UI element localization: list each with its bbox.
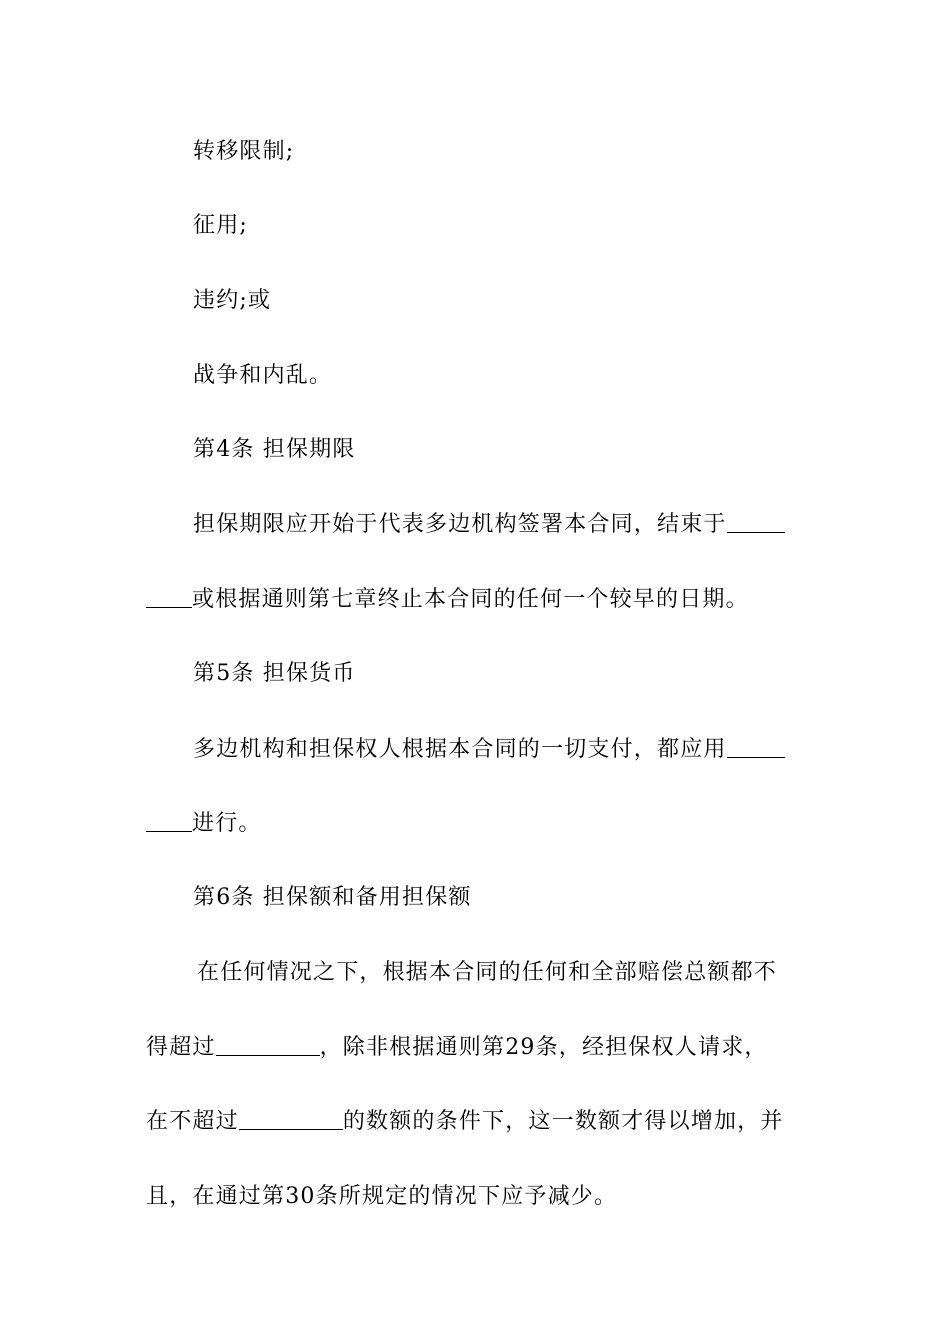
article-5-heading [0,654,950,694]
list-item-expropriation [0,206,950,246]
heading-text: 第4条 担保期限 [193,437,356,462]
line-text: 且，在通过第30条所规定的情况下应予减少。 [146,1184,618,1209]
line-text: 或根据通则第七章终止本合同的任何一个较早的日期。 [192,587,749,612]
article-4-paragraph-line-2 [0,580,950,620]
article-5-paragraph-line-2 [0,804,950,844]
line-text: 进行。 [192,811,262,836]
article-5-paragraph-line-1 [0,730,950,770]
line-text: 违约;或 [193,288,272,313]
fill-in-blank[interactable] [146,805,192,832]
fill-in-blank[interactable] [727,506,785,533]
fill-in-blank[interactable] [216,1029,320,1056]
article-6-paragraph-line-2 [0,1028,950,1068]
heading-text: 第5条 担保货币 [193,661,356,686]
line-text: 在不超过 [146,1109,239,1134]
fill-in-blank[interactable] [146,581,192,608]
line-text: 担保期限应开始于代表多边机构签署本合同，结束于 [193,512,727,537]
list-item-war [0,356,950,396]
line-text: 战争和内乱。 [193,363,333,388]
article-4-heading [0,430,950,470]
line-text: 的数额的条件下，这一数额才得以增加，并 [342,1109,784,1134]
line-text: 征用; [193,213,249,238]
list-item-transfer-restriction [0,132,950,172]
article-6-paragraph-line-1 [0,953,950,993]
article-6-paragraph-line-3 [0,1102,950,1142]
list-item-breach [0,281,950,321]
heading-text: 第6条 担保额和备用担保额 [193,885,472,910]
line-text: 多边机构和担保权人根据本合同的一切支付，都应用 [193,737,727,762]
line-text: 转移限制; [193,139,295,164]
article-4-paragraph-line-1 [0,505,950,545]
fill-in-blank[interactable] [727,731,785,758]
article-6-heading [0,878,950,918]
line-text: ，除非根据通则第29条，经担保权人请求， [319,1035,768,1060]
fill-in-blank[interactable] [239,1103,343,1130]
line-text: 在任何情况之下，根据本合同的任何和全部赔偿总额都不 [197,960,778,985]
article-6-paragraph-line-4 [0,1177,950,1217]
line-text: 得超过 [146,1035,216,1060]
